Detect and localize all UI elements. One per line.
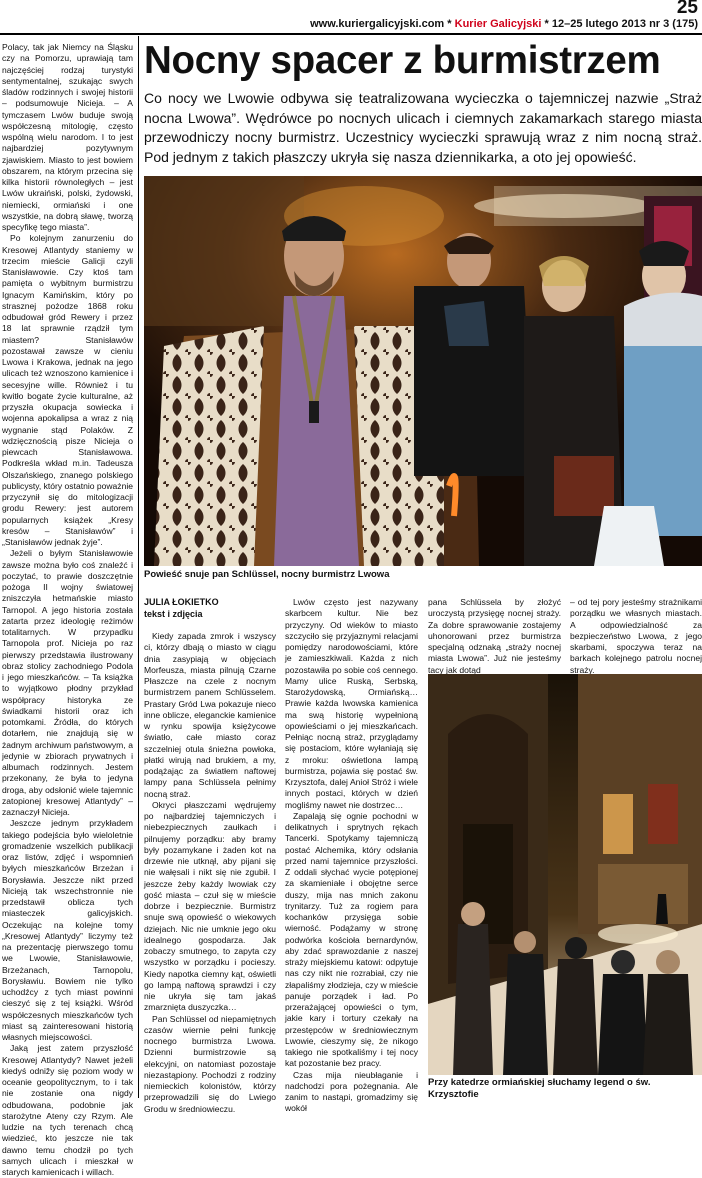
- author-role: tekst i zdjęcia: [144, 608, 203, 619]
- site-url: www.kuriergalicyjski.com: [310, 18, 445, 30]
- paragraph: Po kolejnym zanurzeniu do Kresowej Atlantydy staniemy w trzecim mieście Galicji czyli Stanisławowie. Czy ktoś tam pamięta o wybitnym burmistrzu Ignacym Kamińskim, który po strasznej pożodze 1868 roku odbudował gród Rewery i przez 18 lat sprawnie rządził tym miastem? Stanisławów pozostawał zawsze w cieniu Lwowa i Krakowa, jednak na jego ulicach też wznoszono kamienice i secesyjne wille. Również i tu kwitło bogate życie kulturalne, aż przyszła okupacja sowiecka i wojenna apokalipsa a wraz z nią wygnanie stąd Polaków. Z wdzięcznością pisze Nicieja o piewcach Stanisławowa. Podkreśla wkład m.in. Tadeusza Olszańskiego, znanego polskiego publicysty, który ostatnio poważnie przyczynił się do mitologizacji grodu Rewery: jest autorem popularnych książek „Kresy kresów – Stanisławów” i „Stanisławów jednak żyje”.: [2, 233, 133, 547]
- header-rule: [0, 33, 702, 35]
- article-column-a: [144, 597, 276, 1115]
- paragraph: Jaką jest zatem przyszłość Kresowej Atlantydy? Nawet jeżeli kiedyś odnižy się poziom wody w oceanie geopolitycznym, to i tak nie zostanie ona nigdy odbudowana, podobnie jak starożytne Ateny czy Rzym. Ale ludzie na tych terenach chcą wiedzieć, kto jeszcze nie tak dawno temu chodził po tych samych ulicach i mieszkał w starych kamienicach i willach.: [2, 1043, 133, 1177]
- page-number: 25: [676, 0, 698, 18]
- article-column-b: [285, 597, 418, 1115]
- paragraph: Okryci płaszczami wędrujemy po najbardziej tajemniczych i niebezpiecznych zaułkach i pilnujemy porządku: aby bramy były pozamykane i żaden kot na drzewie nie utknął, aby pijani się nie wałęsali i nikt się nie zgubił. I jeszcze żeby każdy lwowiak czy gość miasta – czuł się w mieście dobrze i bezpiecznie. Burmistrz snuje swą opowieść o wiekowych dziejach. Nic nie umknie jego oku idealnego gospodarza. Jak zobaczy smutnego, to zapyta czy wszystko w porządku i pocieszy. Kiedy napotka ciemny kąt, oświetli go lampą naftową sprawdzi i czy nie ukryła się tam jakaś zmarznięta duszyczka…: [144, 799, 276, 1013]
- paragraph: Jeżeli o byłym Stanisławowie zawsze można było coś znaleźć i poczytać, to prawie doszczętnie pożoga II wojny światowej zniszczyła hetmańskie miasto Tarnopol. A jego historia została zatarta przez ideologię reżimów totalitarnych. W przypadku Tarnopola prof. Nicieja po raz pierwszy przedstawia ilustrowany obraz stolicy zachodniego Podola i jego mieszkańców. – Ta książka to wyjątkowo płodny przykład współpracy historyka ze świadkami historii oraz ich potomkami. Źródła, do których dotarłem, nie znajdują się w żadnym archiwum państwowym, a jedynie w zbiorach prywatnych i albumach rodzinnych. Jestem przekonany, że była to jedyna droga, aby odsłonić wiele tajemnic zatopionej kresowej Atlantydy” – zaznaczył Nicieja.: [2, 548, 133, 817]
- article-column-c: [428, 597, 561, 676]
- article-title: Nocny spacer z burmistrzem: [144, 39, 661, 82]
- paragraph: Kiedy zapada zmrok i wszyscy ci, którzy dbają o miasto w ciągu dnia zasypiają w objęciach Morfeusza, miasta pilnują Czarne Płaszcze na czele z nocnym burmistrzem panem Schlüsselem. Prastary Gród Lwa pokazuje nieco inne oblicze, eleganckie kamienice w rynku spowija księżycowe światło, całe miasto coraz szczelniej otula śnieżna powłoka, płatki wirują nad brukiem, a my, podążając za światłem naftowej lampy pana Schlüssela pełnimy nocną straż.: [144, 631, 276, 799]
- left-column: [2, 42, 133, 1178]
- second-photo-caption: Przy katedrze ormiańskiej słuchamy legend o św. Krzysztofie: [428, 1077, 651, 1100]
- paragraph: Zapalają się ognie pochodni w delikatnych i sprytnych rękach Tancerki. Spotykamy tajemniczą postać Alchemika, który odsłania przed nami tajemnice przyszłości. Z oddali słychać wycie potępionej za skamieniałe i obojętne serce duszy, mija nas mnich zakonu trynitarzy. Tuż za rogiem para kochanków przysięga sobie wierność. Podążamy w stronę podwórka kościoła bernardynów, aby zdać sprawozdanie z naszej straży miejskiemu katowi: odpytuje nas czy nikt nie rozrabiał, czy nie złapaliśmy złodzieja, czy w mieście panuje porządek i ład. Po przerażającej opowieści o tym, jakie kary i tortury czekały na przestępców w średniowiecznym Lwowie, cieszymy się, że nikogo takiego nie spotkaliśmy i tej nocy kat pozostanie bez pracy.: [285, 810, 418, 1069]
- running-header: [310, 18, 698, 30]
- byline: [144, 597, 276, 620]
- paragraph: pana Schlüssela by złożyć uroczystą przysięgę nocnej straży. Za dobre sprawowanie zostajemy uhonorowani przez burmistrza specjalną odznaką „straży nocnej miasta Lwowa”. Już nie jesteśmy tacy jak dotąd: [428, 597, 561, 675]
- paragraph: Polacy, tak jak Niemcy na Śląsku czy na Pomorzu, uprawiają tam najczęściej rodzaj turystyki sentymentalnej, szukając swych śladów rodzinnych i swojej historii – podsumowuje Nicieja. – A tymczasem Lwów buduje swoją współczesną mitologię, często wspólną wielu narodom. I to jest najbardziej pozytywnym zjawiskiem. Miasto to jest bowiem obszarem, na którym przecina się kilka historii równoległych – jest Lwów ukraiński, polski, żydowski, niemiecki, ormiański i one wszystkie, na dobrą sławę, tworzą specyfikę tego miasta”.: [2, 42, 133, 232]
- article-lead: Co nocy we Lwowie odbywa się teatralizowana wycieczka o tajemniczej nazwie „Straż nocna Lwowa”. Wędrówce po nocnych ulicach i ciemnych zakamarkach starego miasta przewodniczy nocny burmistrz. Uczestnicy wycieczki sprawują wraz z nim nocną straż. Pod jednym z takich płaszczy ukryła się nasza dziennikarka, a oto jej opowieść.: [144, 90, 702, 165]
- main-photo-caption: Powieść snuje pan Schlüssel, nocny burmistrz Lwowa: [144, 569, 390, 580]
- paragraph: Jeszcze jednym przykładem takiego podejścia było wieloletnie gromadzenie wszelkich publikacji oraz listów, zdjęć i wspomnień byłych mieszkańców Brzeżan i Borysławia. Jeszcze nikt przed Nicieją tak wszechstronnie nie przedstawił oblicza tych miasteczek galicyjskich. Oczekując na kolejne tomy „Kresowej Atlantydy” liczymy też na prezentację pierwszego tomu we Lwowie, Stanisławowie, Brzeżanach, Tarnopolu, Borysławiu. Bowiem nie tylko uchodźcy z tych miast powinni cieszyć się z tej książki. Wśród współczesnych mieszkańców tych miast są zainteresowani historią własnych miejscowości.: [2, 818, 133, 1042]
- second-photo: [428, 674, 702, 1075]
- brand-name: Kurier Galicyjski: [454, 18, 542, 30]
- author-name: JULIA ŁOKIETKO: [144, 597, 219, 607]
- separator: *: [447, 18, 452, 30]
- main-photo: [144, 176, 702, 566]
- paragraph: Pan Schlüssel od niepamiętnych czasów wiernie pełni funkcję nocnego burmistrza Lwowa. Dzienni burmistrzowie są elekcyjni, on natomiast pozostaje niezastąpiony. Pochodzi z rodziny niemieckich kolonistów, którzy przeprowadzili się do Lwiego Grodu w średniowieczu.: [144, 1013, 276, 1114]
- article-column-d: [570, 597, 702, 676]
- column-divider: [138, 36, 139, 1098]
- issue-info: 12–25 lutego 2013 nr 3 (175): [551, 18, 698, 30]
- paragraph: Lwów często jest nazywany skarbcem kultur. Nie bez przyczyny. Od wieków to miasto szczyciło się przyjaznymi relacjami pomiędzy narodowościami, które je zamieszkiwali. Każda z nich pozostawiła po sobie coś cennego. Mamy ulice Ruską, Serbską, Starożydowską, Ormiańską… Prawie każda lwowska kamienica ma swą historię wypełnioną opowieściami o jej mieszkańcach. Pełniąc nocną straż, przyglądamy się postaciom, które wyłaniają się z mroku: oświetlona lampą burmistrza, pojawia się postać św. Krzysztofa, dalej Anioł Stróż i wiele innych postaci, których w dzień mogliśmy nawet nie dostrzec…: [285, 597, 418, 810]
- paragraph: – od tej pory jesteśmy strażnikami porządku we własnych miastach. A odpowiedzialność za bezpieczeństwo Lwowa, z jego skarbami, spoczywa teraz na barkach kolejnego patrolu nocnej straży.: [570, 597, 702, 675]
- paragraph: Czas mija nieubłaganie i nadchodzi pora pożegnania. Ale zanim to nastąpi, gromadzimy się wokół: [285, 1069, 418, 1114]
- separator: *: [544, 18, 549, 30]
